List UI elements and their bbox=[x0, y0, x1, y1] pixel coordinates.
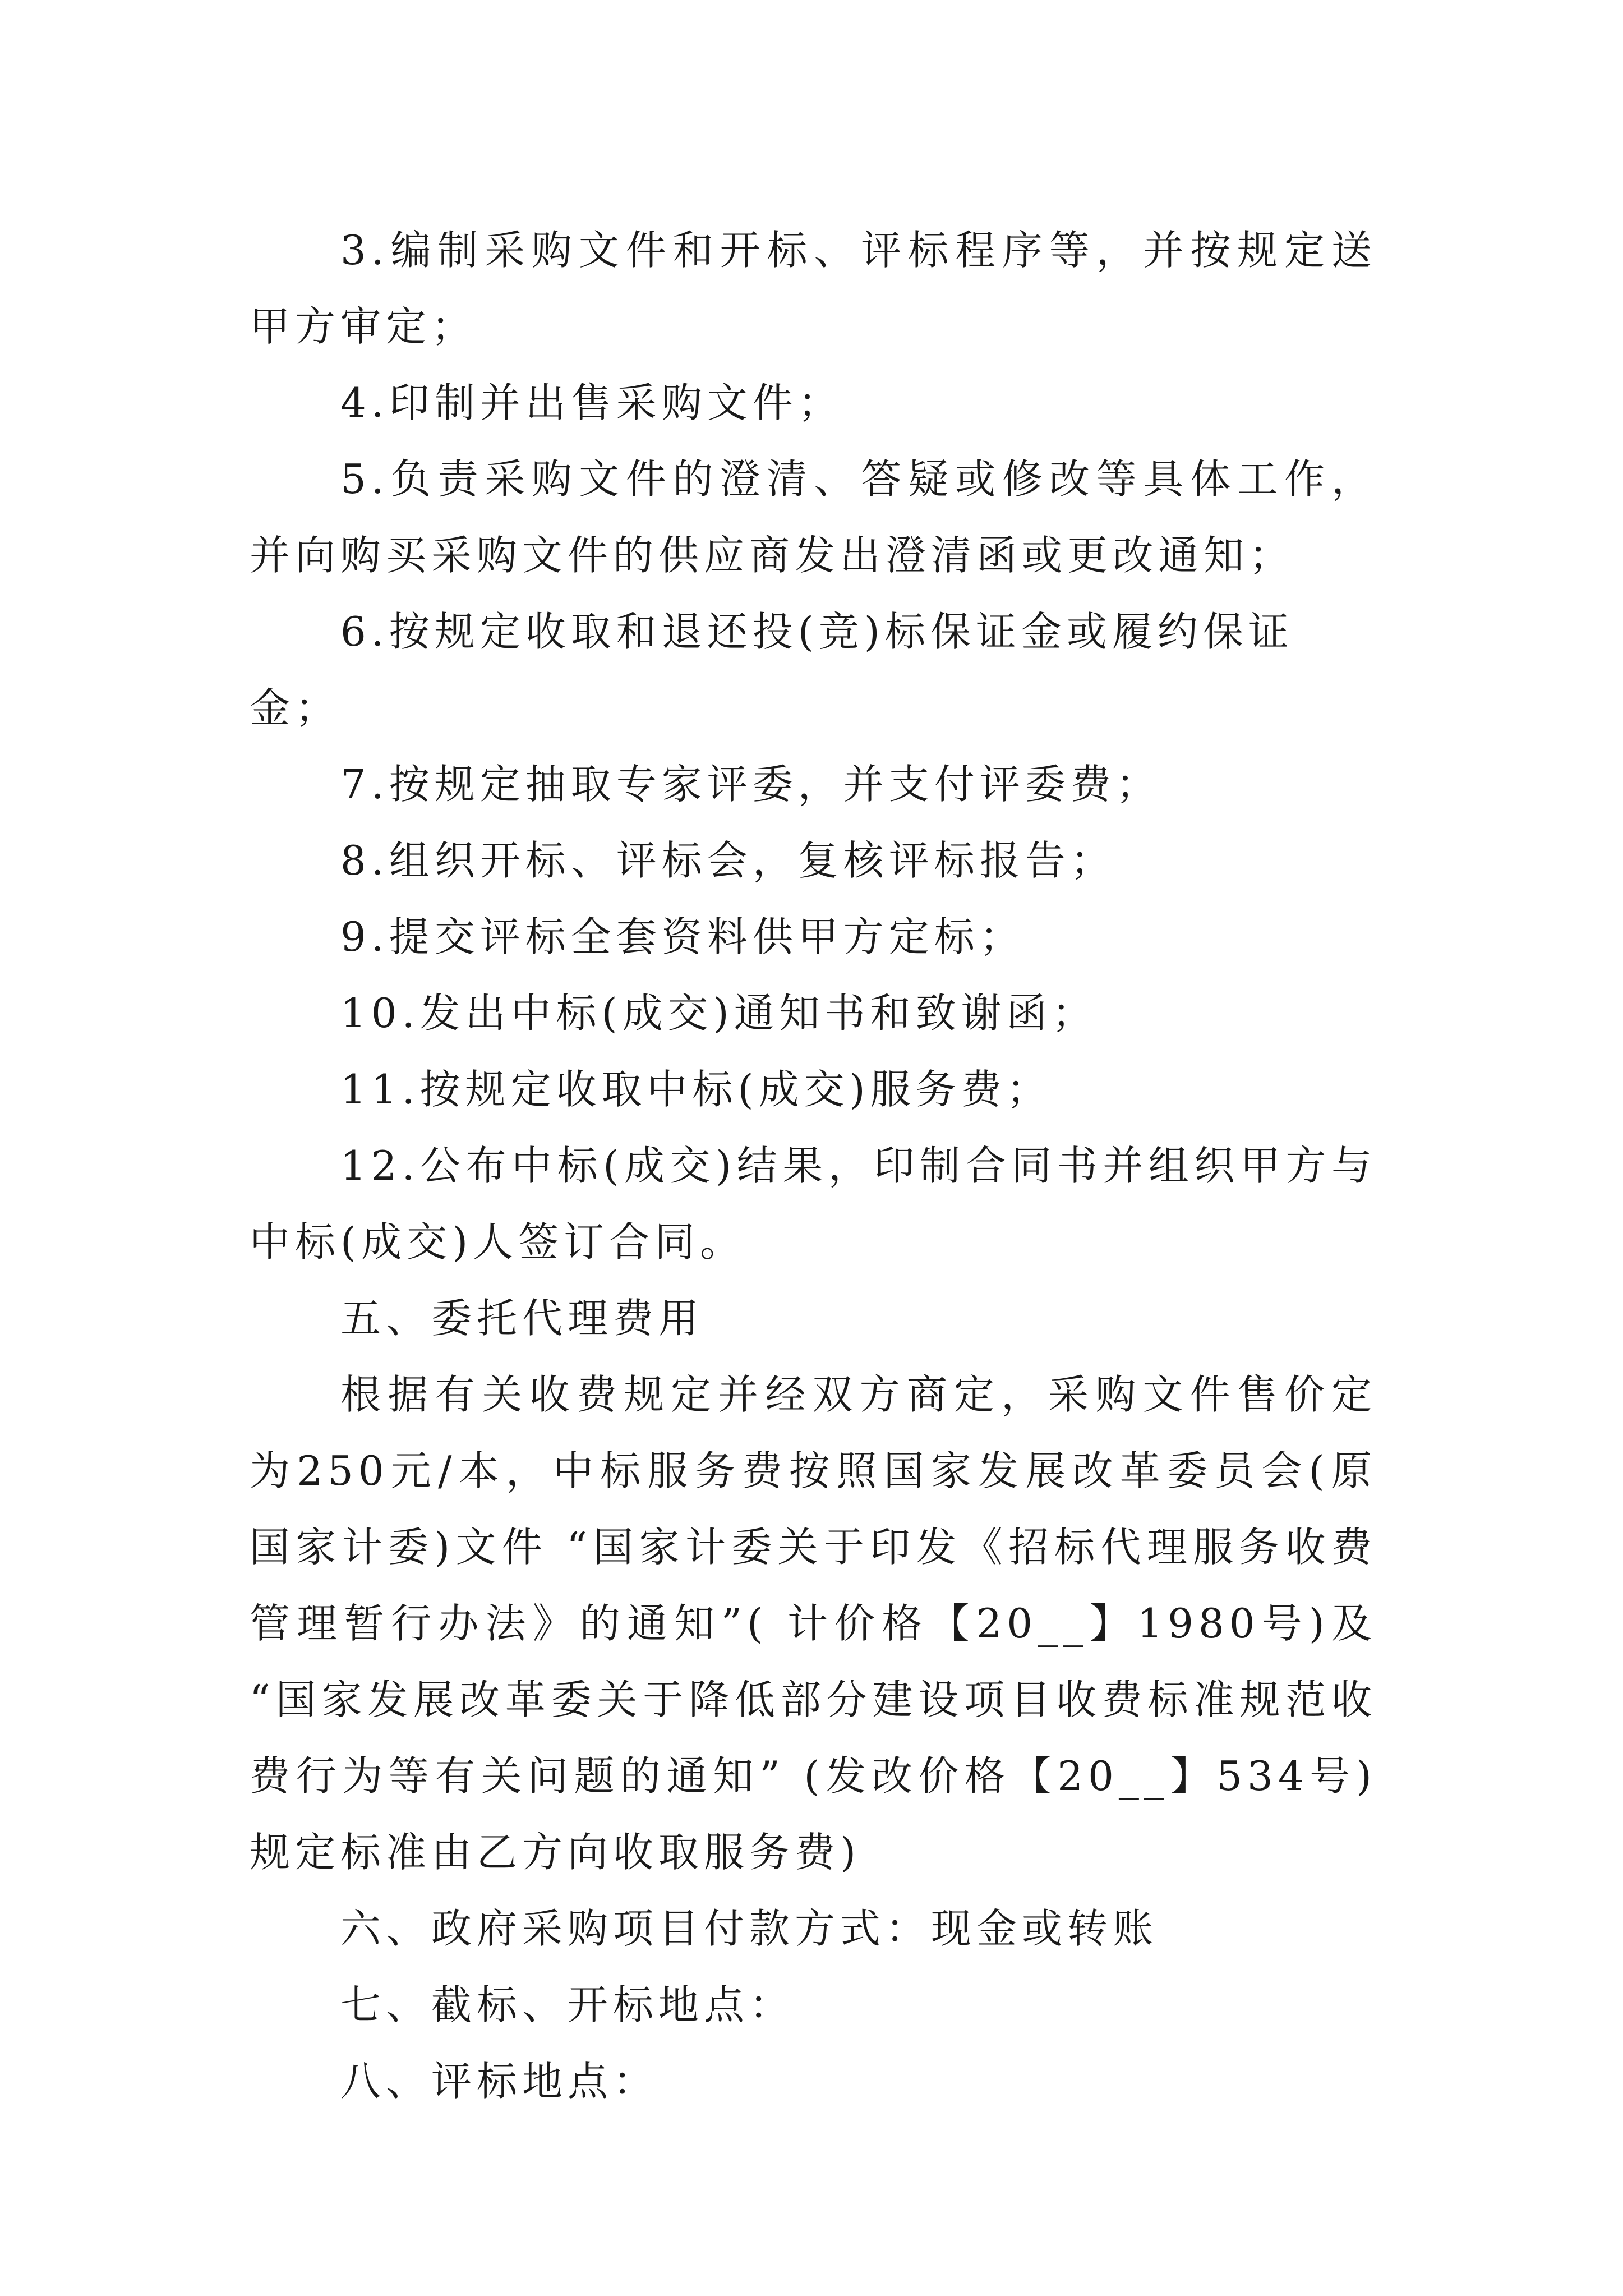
paragraph-item-10: 10.发出中标(成交)通知书和致谢函； bbox=[340, 990, 1098, 1037]
paragraph-item-12: 12.公布中标(成交)结果，印制合同书并组织甲方与中标(成交)人签订合同。 bbox=[250, 1142, 1377, 1266]
section-heading-bid-location: 七、截标、开标地点： bbox=[340, 1981, 795, 2028]
paragraph-item-9: 9.提交评标全套资料供甲方定标； bbox=[340, 913, 1025, 960]
document-body bbox=[250, 212, 1377, 2119]
paragraph-item-8: 8.组织开标、评标会，复核评标报告； bbox=[340, 837, 1116, 884]
paragraph-item-7: 7.按规定抽取专家评委，并支付评委费； bbox=[340, 761, 1161, 808]
paragraph-item-5: 5.负责采购文件的澄清、答疑或修改等具体工作，并向购买采购文件的供应商发出澄清函或更改通知； bbox=[250, 455, 1377, 579]
section-heading-evaluation-location: 八、评标地点： bbox=[340, 2058, 659, 2105]
paragraph-item-4: 4.印制并出售采购文件； bbox=[340, 379, 843, 426]
paragraph-fee-details: 根据有关收费规定并经双方商定，采购文件售价定为250元/本，中标服务费按照国家发展改革委员会(原国家计委)文件 “国家计委关于印发《招标代理服务收费管理暂行办法》的通知”( 计价格【20__】1980号)及 “国家发展改革委关于降低部分建设项目收费标准规范收费行为等有关问题的通知” (发改价格【20__】534号)规定标准由乙方向收取服务费) bbox=[250, 1371, 1377, 1876]
paragraph-item-6: 6.按规定收取和退还投(竞)标保证金或履约保证金； bbox=[250, 608, 1294, 731]
paragraph-item-3: 3.编制采购文件和开标、评标程序等，并按规定送甲方审定； bbox=[250, 227, 1377, 350]
section-heading-fee: 五、委托代理费用 bbox=[340, 1295, 704, 1342]
paragraph-item-11: 11.按规定收取中标(成交)服务费； bbox=[340, 1066, 1052, 1113]
section-heading-payment: 六、政府采购项目付款方式：现金或转账 bbox=[340, 1905, 1159, 1952]
